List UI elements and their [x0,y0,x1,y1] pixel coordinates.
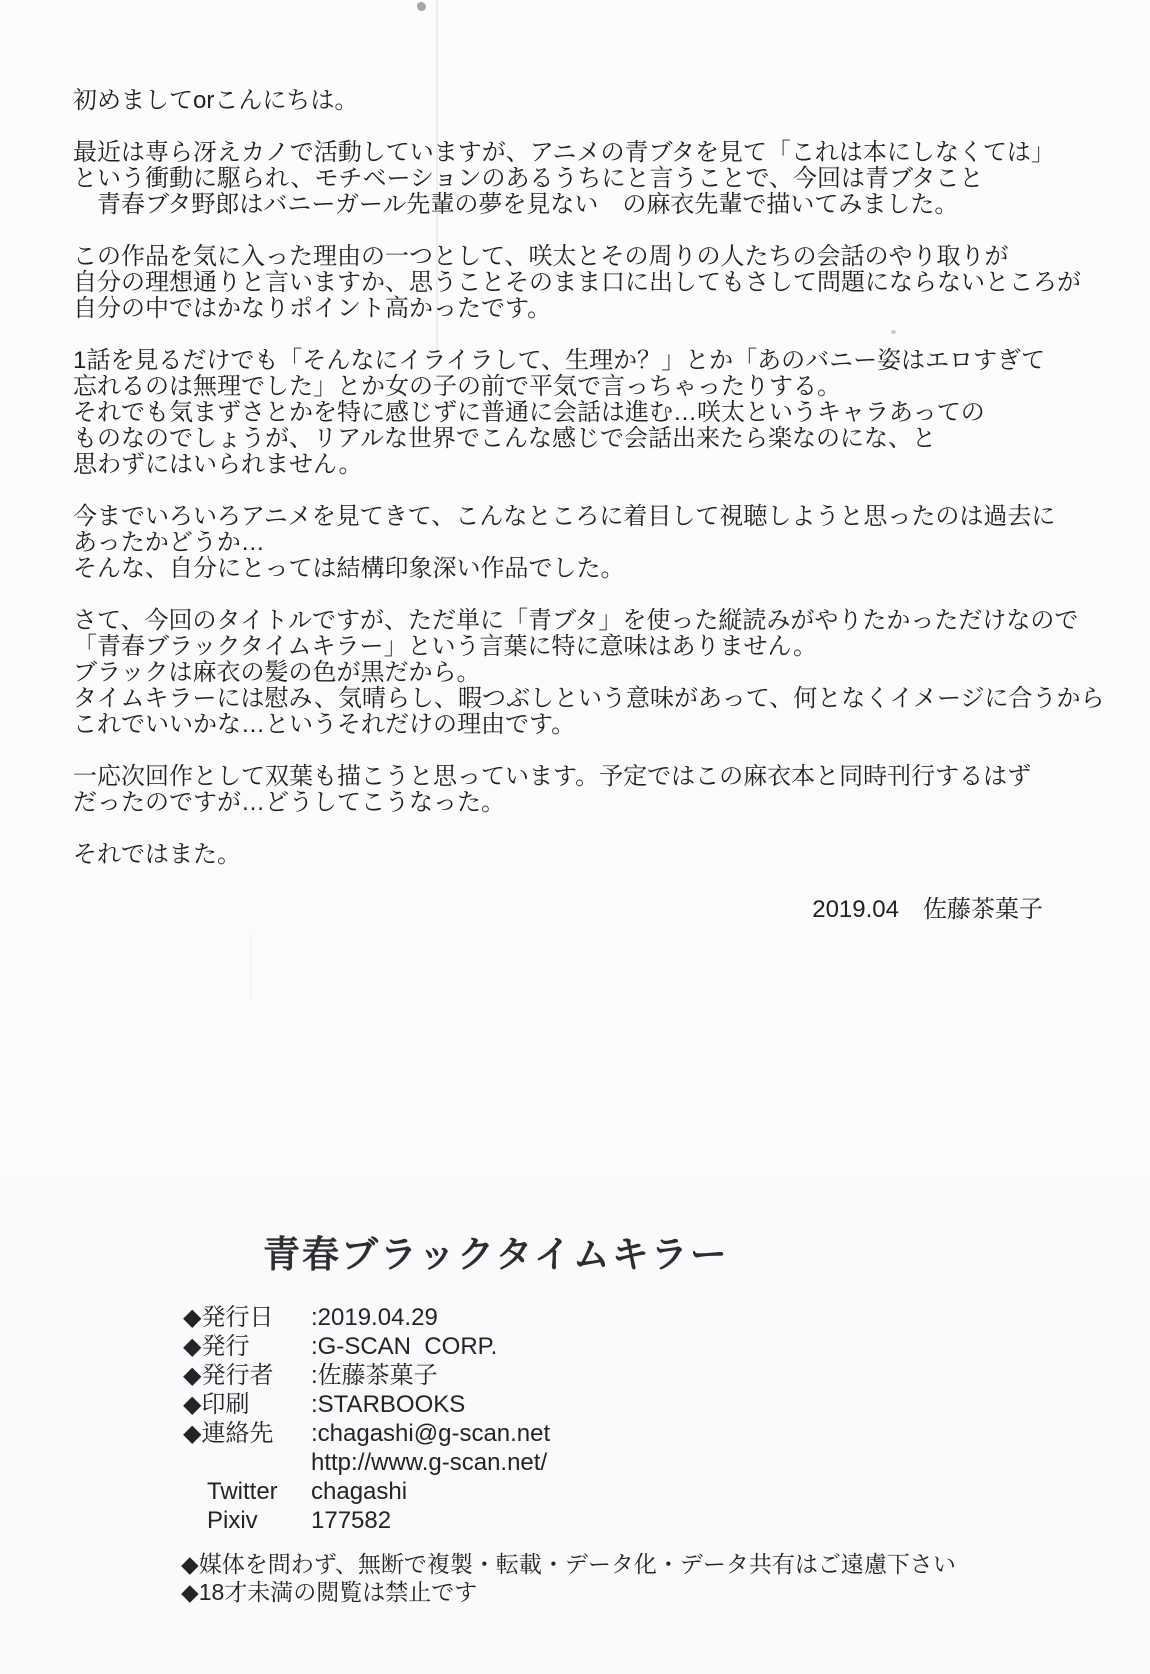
colophon-label: ◆発行 [183,1333,250,1360]
text-line: 今までいろいろアニメを見てきて、こんなところに着目して視聴しようと思ったのは過去に [73,503,1056,530]
colophon-value: :STARBOOKS [311,1391,466,1418]
colophon-label: Pixiv [183,1507,258,1534]
colophon-label: Twitter [183,1478,278,1505]
paragraph [73,842,1063,868]
scan-smudge-artifact [417,2,426,11]
text-line: という衝動に駆られ、モチベーションのあるうちにと言うことで、今回は青ブタこと [73,165,984,192]
text-line: これでいいかな…というそれだけの理由です。 [73,711,576,738]
text-line: タイムキラーには慰み、気晴らし、暇つぶしという意味があって、何となくイメージに合うから [73,685,1105,712]
colophon-label: ◆連絡先 [183,1420,274,1447]
text-line: ものなのでしょうが、リアルな世界でこんな感じで会話出来たら楽なのにな、と [73,425,937,452]
colophon-block [183,1303,550,1535]
paragraph [73,140,1063,218]
paragraph [73,348,1063,478]
paragraph [73,504,1063,582]
text-line: それではまた。 [73,841,241,868]
paragraph [73,88,1063,114]
text-line: 1話を見るだけでも「そんなにイライラして、生理か？」とか「あのバニー姿はエロすぎて [73,347,1046,374]
doujin-title: 青春ブラックタイムキラー [263,1234,729,1275]
colophon-value: 177582 [311,1507,392,1534]
text-line: 「青春ブラックタイムキラー」という言葉に特に意味はありません。 [73,633,817,660]
scan-line-artifact [250,935,251,1000]
colophon-value: http://www.g-scan.net/ [311,1449,548,1476]
text-line: さて、今回のタイトルですが、ただ単に「青ブタ」を使った縦読みがやりたかっただけなので [73,607,1079,634]
text-line: ブラックは麻衣の髪の色が黒だから。 [73,659,481,686]
text-line: 自分の中ではかなりポイント高かったです。 [73,295,552,322]
colophon-row [183,1390,550,1419]
colophon-value: :chagashi@g-scan.net [311,1420,551,1447]
colophon-value: :2019.04.29 [311,1304,438,1331]
paragraph [73,764,1063,816]
text-line: それでも気まずさとかを特に感じずに普通に会話は進む…咲太というキャラあっての [73,399,985,426]
colophon-label: ◆発行者 [183,1362,274,1389]
colophon-row [183,1361,550,1390]
text-line: 忘れるのは無理でした」とか女の子の前で平気で言っちゃったりする。 [73,373,841,400]
notice-line: ◆18才未満の閲覧は禁止です [181,1579,478,1605]
afterword-body-text [73,87,1105,894]
text-line: 最近は専ら冴えカノで活動していますが、アニメの青ブタを見て「これは本にしなくては」 [73,139,1055,166]
text-line: あったかどうか… [73,529,265,556]
paragraph [73,243,1081,322]
colophon-label [183,1448,311,1477]
author-signature: 2019.04 佐藤茶菓子 [812,896,1043,923]
colophon-row [183,1303,550,1332]
colophon-row [183,1477,550,1506]
notice-line: ◆媒体を問わず、無断で複製・転載・データ化・データ共有はご遠慮下さい [181,1551,956,1577]
paragraph [73,607,1105,738]
colophon-row [183,1332,550,1361]
colophon-row [183,1448,550,1477]
text-line: 自分の理想通りと言いますか、思うことそのまま口に出してもさして問題にならないところが [73,269,1081,296]
text-line: だったのですが…どうしてこうなった。 [73,789,505,816]
colophon-label: ◆印刷 [183,1391,250,1418]
text-line: そんな、自分にとっては結構印象深い作品でした。 [73,555,625,582]
colophon-row [183,1506,550,1535]
text-line: 青春ブタ野郎はバニーガール先輩の夢を見ない の麻衣先輩で描いてみました。 [73,191,959,218]
colophon-value: chagashi [311,1478,408,1505]
colophon-row [183,1419,550,1448]
colophon-value: :佐藤茶菓子 [311,1362,438,1389]
colophon-value: :G-SCAN CORP. [311,1333,498,1360]
colophon-label: ◆発行日 [183,1304,274,1331]
text-line: この作品を気に入った理由の一つとして、咲太とその周りの人たちの会話のやり取りが [73,243,1009,270]
text-line: 初めましてorこんにちは。 [73,87,359,114]
text-line: 一応次回作として双葉も描こうと思っています。予定ではこの麻衣本と同時刊行するはず [73,763,1032,790]
text-line: 思わずにはいられません。 [73,451,363,478]
legal-notices [181,1550,956,1606]
